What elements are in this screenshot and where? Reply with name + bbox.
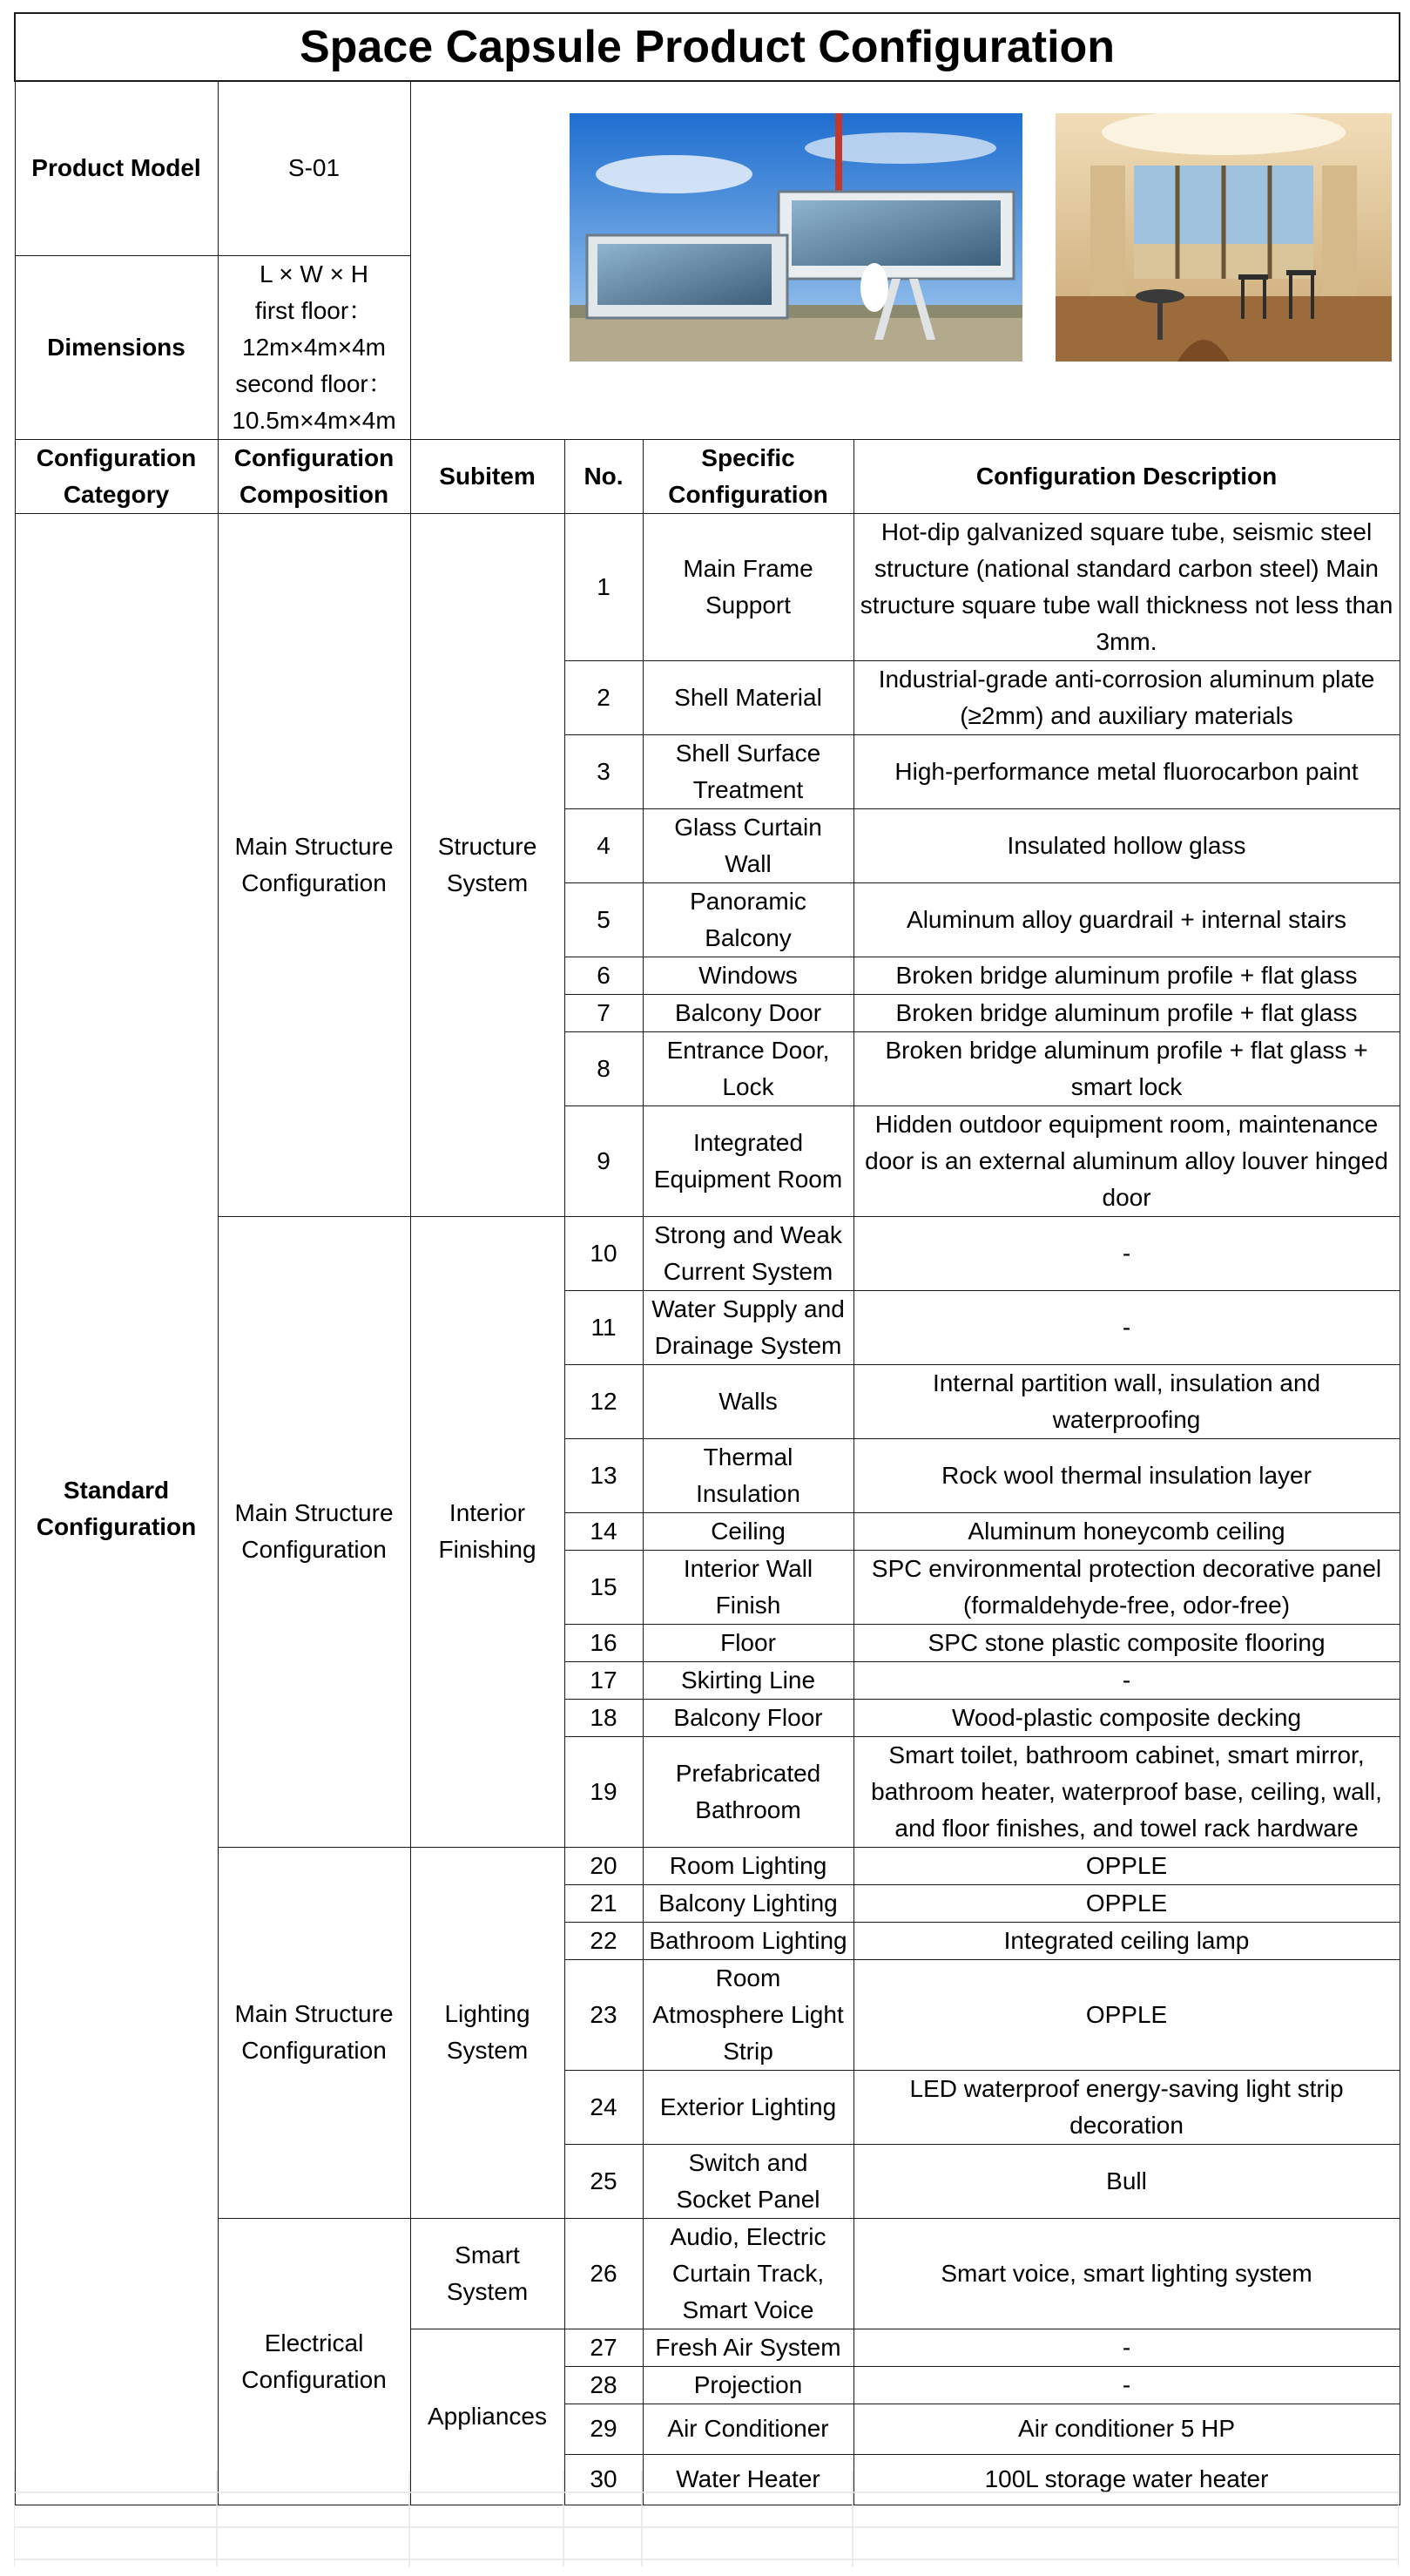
no-cell: 16 [564,1624,643,1661]
no-cell: 19 [564,1736,643,1847]
description-cell: Broken bridge aluminum profile + flat glass [853,957,1400,994]
no-cell: 9 [564,1105,643,1216]
specific-cell: Room Atmosphere Light Strip [643,1959,853,2070]
description-cell: Industrial-grade anti-corrosion aluminum plate (≥2mm) and auxiliary materials [853,660,1400,734]
composition-cell: Main Structure Configuration [218,513,410,1216]
description-cell: Integrated ceiling lamp [853,1922,1400,1959]
specific-cell: Projection [643,2366,853,2404]
specific-cell: Thermal Insulation [643,1438,853,1512]
dimensions-line: L × W × H [259,260,368,287]
table-row [15,2218,1400,2329]
specific-cell: Switch and Socket Panel [643,2144,853,2218]
description-cell: Insulated hollow glass [853,808,1400,882]
subitem-cell: Smart System [410,2218,564,2329]
specific-cell: Integrated Equipment Room [643,1105,853,1216]
header-subitem: Subitem [410,439,564,513]
specific-cell: Audio, Electric Curtain Track, Smart Voice [643,2218,853,2329]
description-cell: Wood-plastic composite decking [853,1699,1400,1736]
capsule-interior-photo [1056,113,1392,362]
specific-cell: Skirting Line [643,1661,853,1699]
description-cell: 100L storage water heater [853,2454,1400,2505]
specific-cell: Fresh Air System [643,2329,853,2366]
description-cell: High-performance metal fluorocarbon paint [853,734,1400,808]
category-cell: Standard Configuration [15,513,218,2505]
composition-cell: Main Structure Configuration [218,1847,410,2218]
specific-cell: Panoramic Balcony [643,882,853,957]
no-cell: 30 [564,2454,643,2505]
no-cell: 23 [564,1959,643,2070]
description-cell: Hot-dip galvanized square tube, seismic steel structure (national standard carbon steel) Main structure square tube wall thickness not less than 3mm. [853,513,1400,660]
no-cell: 20 [564,1847,643,1884]
no-cell: 13 [564,1438,643,1512]
page-title: Space Capsule Product Configuration [15,13,1400,81]
specific-cell: Balcony Door [643,994,853,1031]
no-cell: 18 [564,1699,643,1736]
no-cell: 14 [564,1512,643,1550]
description-cell: Aluminum alloy guardrail + internal stairs [853,882,1400,957]
composition-cell: Main Structure Configuration [218,1216,410,1847]
description-cell: Smart toilet, bathroom cabinet, smart mirror, bathroom heater, waterproof base, ceiling, wall, and floor finishes, and towel rack hardware [853,1736,1400,1847]
product-model-label: Product Model [15,81,218,255]
no-cell: 26 [564,2218,643,2329]
subitem-cell: Structure System [410,513,564,1216]
specific-cell: Room Lighting [643,1847,853,1884]
description-cell: Broken bridge aluminum profile + flat glass + smart lock [853,1031,1400,1105]
specific-cell: Main Frame Support [643,513,853,660]
no-cell: 22 [564,1922,643,1959]
table-row [15,513,1400,660]
no-cell: 15 [564,1550,643,1624]
no-cell: 3 [564,734,643,808]
header-description: Configuration Description [853,439,1400,513]
description-cell: Broken bridge aluminum profile + flat glass [853,994,1400,1031]
description-cell: Bull [853,2144,1400,2218]
specific-cell: Balcony Floor [643,1699,853,1736]
dimensions-value [218,255,410,439]
description-cell: - [853,1290,1400,1364]
description-cell: - [853,1661,1400,1699]
specific-cell: Interior Wall Finish [643,1550,853,1624]
dimensions-line: first floor：12m×4m×4m [242,296,386,361]
description-cell: Smart voice, smart lighting system [853,2218,1400,2329]
specific-cell: Air Conditioner [643,2404,853,2454]
no-cell: 27 [564,2329,643,2366]
dimensions-line: second floor：10.5m×4m×4m [232,369,396,434]
description-cell: Aluminum honeycomb ceiling [853,1512,1400,1550]
configuration-table [14,12,1400,2505]
no-cell: 10 [564,1216,643,1290]
no-cell: 6 [564,957,643,994]
no-cell: 2 [564,660,643,734]
specific-cell: Exterior Lighting [643,2070,853,2144]
description-cell: Air conditioner 5 HP [853,2404,1400,2454]
description-cell: Rock wool thermal insulation layer [853,1438,1400,1512]
specific-cell: Windows [643,957,853,994]
no-cell: 29 [564,2404,643,2454]
table-row [15,1216,1400,1290]
specific-cell: Water Heater [643,2454,853,2505]
description-cell: OPPLE [853,1847,1400,1884]
header-specific: Specific Configuration [643,439,853,513]
configuration-sheet [14,12,1400,2505]
empty-grid [14,2471,1399,2566]
specific-cell: Glass Curtain Wall [643,808,853,882]
no-cell: 24 [564,2070,643,2144]
subitem-cell: Appliances [410,2329,564,2505]
header-no: No. [564,439,643,513]
composition-cell: Electrical Configuration [218,2218,410,2505]
description-cell: - [853,2366,1400,2404]
capsule-exterior-photo [570,113,1022,362]
no-cell: 28 [564,2366,643,2404]
description-cell: SPC environmental protection decorative panel (formaldehyde-free, odor-free) [853,1550,1400,1624]
no-cell: 21 [564,1884,643,1922]
subitem-cell: Lighting System [410,1847,564,2218]
header-category: Configuration Category [15,439,218,513]
specific-cell: Balcony Lighting [643,1884,853,1922]
description-cell: OPPLE [853,1884,1400,1922]
description-cell: LED waterproof energy-saving light strip decoration [853,2070,1400,2144]
description-cell: OPPLE [853,1959,1400,2070]
no-cell: 4 [564,808,643,882]
no-cell: 1 [564,513,643,660]
no-cell: 8 [564,1031,643,1105]
specific-cell: Shell Surface Treatment [643,734,853,808]
table-body [15,513,1400,2505]
specific-cell: Ceiling [643,1512,853,1550]
specific-cell: Strong and Weak Current System [643,1216,853,1290]
no-cell: 11 [564,1290,643,1364]
subitem-cell: Interior Finishing [410,1216,564,1847]
dimensions-label: Dimensions [15,255,218,439]
no-cell: 17 [564,1661,643,1699]
description-cell: SPC stone plastic composite flooring [853,1624,1400,1661]
product-model-value: S-01 [218,81,410,255]
description-cell: Hidden outdoor equipment room, maintenance door is an external aluminum alloy louver hinged door [853,1105,1400,1216]
specific-cell: Prefabricated Bathroom [643,1736,853,1847]
no-cell: 5 [564,882,643,957]
description-cell: - [853,1216,1400,1290]
specific-cell: Bathroom Lighting [643,1922,853,1959]
header-composition: Configuration Composition [218,439,410,513]
description-cell: - [853,2329,1400,2366]
specific-cell: Walls [643,1364,853,1438]
specific-cell: Shell Material [643,660,853,734]
description-cell: Internal partition wall, insulation and waterproofing [853,1364,1400,1438]
specific-cell: Water Supply and Drainage System [643,1290,853,1364]
specific-cell: Entrance Door, Lock [643,1031,853,1105]
no-cell: 12 [564,1364,643,1438]
specific-cell: Floor [643,1624,853,1661]
no-cell: 7 [564,994,643,1031]
table-row [15,1847,1400,1884]
no-cell: 25 [564,2144,643,2218]
